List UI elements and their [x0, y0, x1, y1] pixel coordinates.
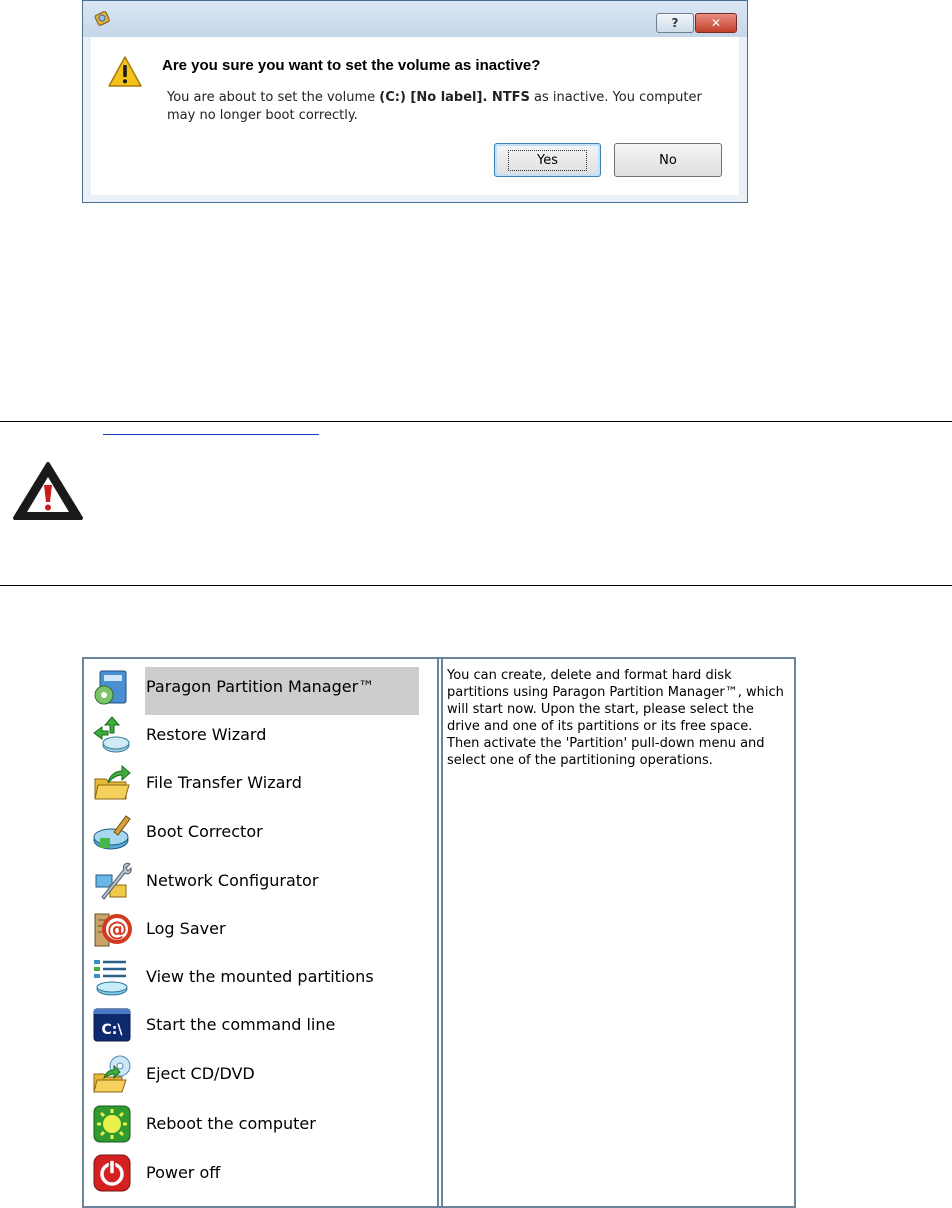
power-off-icon: [92, 1153, 132, 1193]
eject-cd-icon: [92, 1054, 132, 1094]
launcher-panel: [82, 657, 796, 1208]
reboot-icon: [92, 1104, 132, 1144]
warning-icon: [107, 55, 143, 89]
menu-item-reboot[interactable]: [84, 1100, 424, 1146]
menu-item-label: Power off: [146, 1162, 221, 1182]
menu-item-partition-manager[interactable]: [84, 663, 424, 709]
message-volume-name: (C:) [No label]. NTFS: [379, 90, 530, 105]
launcher-menu: [84, 659, 439, 1206]
set-inactive-dialog: [82, 0, 748, 203]
menu-item-label: File Transfer Wizard: [146, 772, 302, 792]
partition-manager-icon: [92, 667, 132, 707]
menu-item-label: Paragon Partition Manager™: [146, 676, 375, 696]
hyperlink-underline[interactable]: [103, 422, 319, 435]
command-line-icon: [92, 1005, 132, 1045]
yes-button-label: Yes: [508, 150, 587, 171]
network-configurator-icon: [92, 861, 132, 901]
description-text: You can create, delete and format hard disk partitions using Paragon Partition Manager™, which will start now. Upon the start, please select the drive and one of its partitions or its free space. Then activate the 'Partition' pull-down menu and select one of the partitioning operations.: [447, 668, 784, 768]
dialog-titlebar: [83, 1, 747, 37]
menu-item-label: Boot Corrector: [146, 821, 263, 841]
dialog-message: [167, 89, 727, 125]
close-button[interactable]: ✕: [695, 13, 737, 33]
app-icon: [93, 8, 113, 28]
menu-item-network-configurator[interactable]: [84, 857, 424, 903]
restore-wizard-icon: [92, 715, 132, 755]
svg-text:@: @: [107, 917, 127, 941]
bottom-rule: [0, 585, 952, 586]
menu-item-command-line[interactable]: [84, 1001, 424, 1047]
menu-item-view-mounted-partitions[interactable]: [84, 953, 424, 999]
svg-text:C:\: C:\: [101, 1022, 123, 1038]
menu-item-label: Restore Wizard: [146, 724, 267, 744]
message-text-end: as inactive. You computer may no longer boot correctly.: [167, 90, 702, 123]
menu-item-label: Eject CD/DVD: [146, 1063, 255, 1083]
description-pane: [441, 659, 793, 1206]
menu-item-label: Reboot the computer: [146, 1113, 316, 1133]
mounted-partitions-icon: [92, 957, 132, 997]
menu-item-label: Start the command line: [146, 1014, 336, 1034]
dialog-heading: Are you sure you want to set the volume as inactive?: [162, 57, 541, 74]
menu-item-power-off[interactable]: [84, 1149, 424, 1195]
menu-item-eject-cd[interactable]: [84, 1050, 424, 1096]
menu-item-label: View the mounted partitions: [146, 966, 374, 986]
log-saver-icon: [92, 909, 132, 949]
message-text-start: You are about to set the volume: [167, 90, 380, 105]
help-button[interactable]: ?: [656, 13, 694, 33]
no-button[interactable]: No: [614, 143, 722, 177]
caution-icon: [11, 460, 85, 522]
yes-button[interactable]: [494, 143, 601, 177]
file-transfer-icon: [92, 763, 132, 803]
menu-item-file-transfer-wizard[interactable]: [84, 759, 424, 805]
menu-item-label: Log Saver: [146, 918, 226, 938]
menu-item-boot-corrector[interactable]: [84, 808, 424, 854]
menu-item-label: Network Configurator: [146, 870, 319, 890]
boot-corrector-icon: [92, 812, 132, 852]
menu-item-restore-wizard[interactable]: [84, 711, 424, 757]
menu-item-log-saver[interactable]: [84, 905, 424, 951]
dialog-button-row: [83, 143, 731, 195]
